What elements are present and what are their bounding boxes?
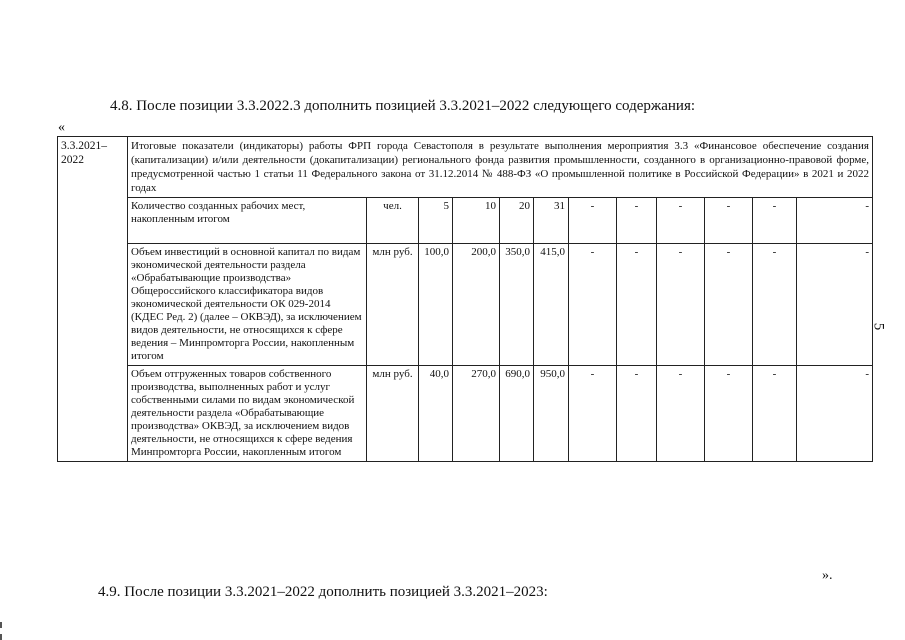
dash-cell: - [705,366,753,462]
value-cell: 20 [500,198,534,244]
value-cell: 415,0 [534,244,569,366]
indicator-name: Объем отгруженных товаров собственного производства, выполненных работ и услуг собственными силами по видам экономической деятельности раздела «Обрабатывающие производства» ОКВЭД, за исключением видов деятельности, не относящихся к сфере ведения Минпромторга России, накопленным итогом [128,366,367,462]
value-cell: 31 [534,198,569,244]
unit-cell: млн руб. [367,366,419,462]
value-cell: 5 [419,198,453,244]
dash-cell: - [569,366,617,462]
next-section-heading: 4.9. После позиции 3.3.2021–2022 дополнить позицией 3.3.2021–2023: [98,584,548,600]
value-cell: 690,0 [500,366,534,462]
indicator-name: Количество созданных рабочих мест, накопленным итогом [128,198,367,244]
position-code: 3.3.2021– 2022 [58,137,128,462]
dash-cell: - [753,366,797,462]
dash-cell: - [705,244,753,366]
table-row [58,366,873,462]
dash-cell: - [797,366,873,462]
value-cell: 40,0 [419,366,453,462]
dash-cell: - [797,244,873,366]
indicators-table [57,136,873,462]
value-cell: 200,0 [453,244,500,366]
indicator-name: Объем инвестиций в основной капитал по видам экономической деятельности раздела «Обрабатывающие производства» Общероссийского классификатора видов экономической деятельности ОК 029-2014 (КДЕС Ред. 2) (далее – ОКВЭД), за исключением видов деятельности, не относящихся к сфере ведения – Минпромторга России, накопленным итогом [128,244,367,366]
page-number: 5 [870,322,887,331]
value-cell: 350,0 [500,244,534,366]
table-row [58,244,873,366]
dash-cell: - [753,198,797,244]
dash-cell: - [617,198,657,244]
opening-quote-mark: « [58,120,65,135]
dash-cell: - [753,244,797,366]
dash-cell: - [569,244,617,366]
value-cell: 950,0 [534,366,569,462]
value-cell: 10 [453,198,500,244]
dash-cell: - [657,198,705,244]
dash-cell: - [705,198,753,244]
dash-cell: - [797,198,873,244]
scan-edge-mark [0,622,6,640]
dash-cell: - [657,244,705,366]
section-heading: 4.8. После позиции 3.3.2022.3 дополнить позицией 3.3.2021–2022 следующего содержания: [110,98,696,114]
table-row [58,198,873,244]
value-cell: 270,0 [453,366,500,462]
position-description: Итоговые показатели (индикаторы) работы ФРП города Севастополя в результате выполнения мероприятия 3.3 «Финансовое обеспечение создания (капитализации) и/или деятельности (докапитализации) регионального фонда развития промышленности, созданного в организационно-правовой форме, предусмотренной частью 1 статьи 11 Федерального закона от 31.12.2014 № 488-ФЗ «О промышленной политике в Российской Федерации» в 2021 и 2022 годах [128,137,873,198]
unit-cell: млн руб. [367,244,419,366]
dash-cell: - [617,366,657,462]
dash-cell: - [657,366,705,462]
value-cell: 100,0 [419,244,453,366]
unit-cell: чел. [367,198,419,244]
dash-cell: - [617,244,657,366]
table-header-row [58,137,873,198]
closing-quote-mark: ». [822,568,833,583]
dash-cell: - [569,198,617,244]
